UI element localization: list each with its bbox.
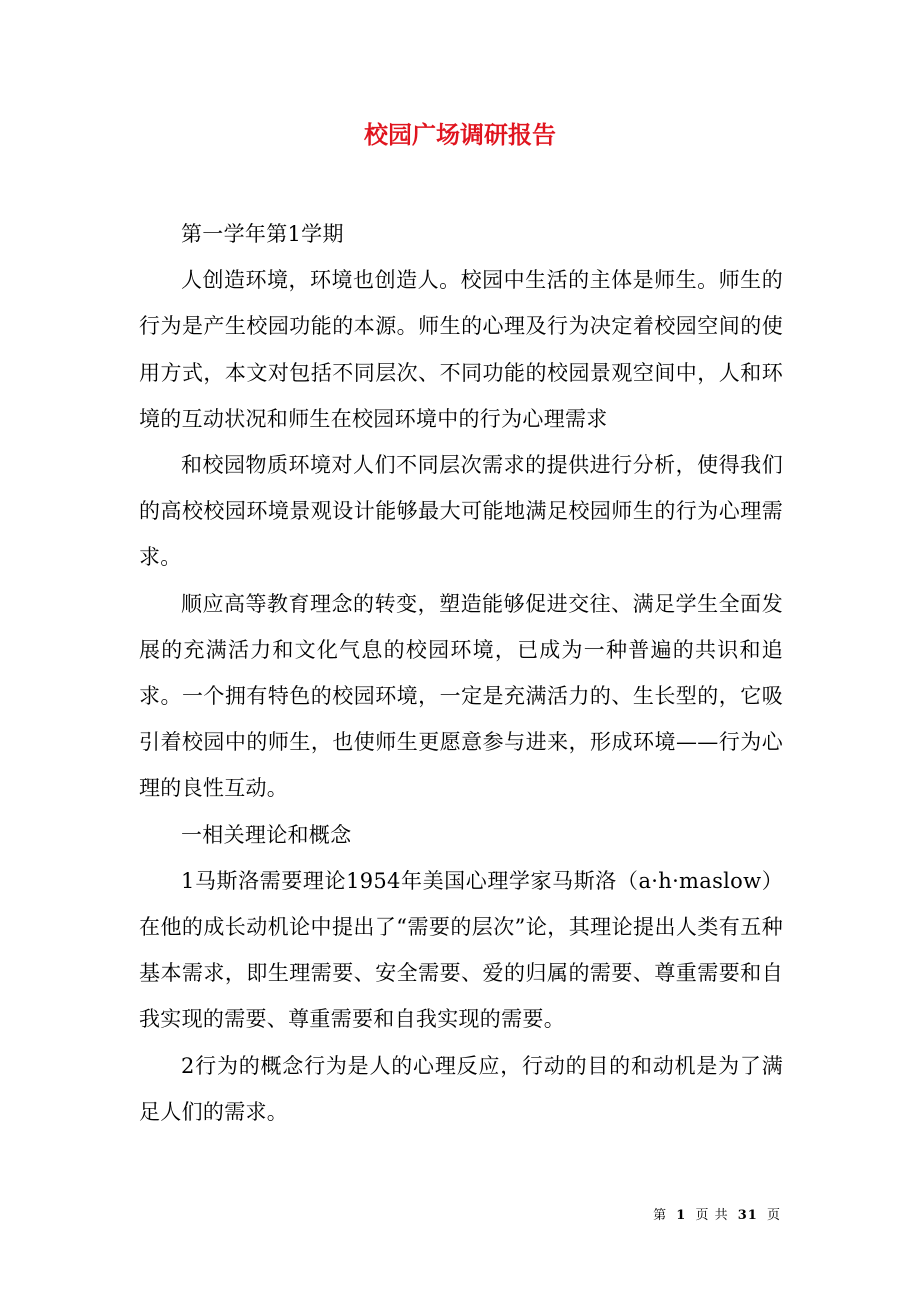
footer-suffix: 页: [766, 1208, 781, 1223]
total-pages-number: 31: [737, 1208, 758, 1223]
page-number-footer: [653, 1206, 781, 1226]
paragraph-analysis: 和校园物质环境对人们不同层次需求的提供进行分析，使得我们的高校校园环境景观设计能够最大可能地满足校园师生的行为心理需求。: [139, 453, 783, 570]
document-body: [139, 211, 783, 1135]
paragraph-semester: 第一学年第1学期: [181, 222, 344, 246]
paragraph-maslow: 1马斯洛需要理论1954年美国心理学家马斯洛（a·h·maslow）在他的成长动机论中提出了“需要的层次”论，其理论提出人类有五种基本需求，即生理需要、安全需要、爱的归属的需要、尊重需要和自我实现的需要、尊重需要和自我实现的需要。: [139, 868, 783, 1032]
document-title: 校园广场调研报告: [364, 120, 556, 149]
footer-prefix: 第: [653, 1208, 668, 1223]
paragraph-behavior: 2行为的概念行为是人的心理反应，行动的目的和动机是为了满足人们的需求。: [139, 1053, 783, 1124]
section-heading-theory: 一相关理论和概念: [181, 822, 352, 847]
current-page-number: 1: [676, 1208, 687, 1223]
footer-middle: 页 共: [695, 1208, 729, 1223]
paragraph-trend: 顺应高等教育理念的转变，塑造能够促进交往、满足学生全面发展的充满活力和文化气息的校园环境，已成为一种普遍的共识和追求。一个拥有特色的校园环境，一定是充满活力的、生长型的，它吸引着校园中的师生，也使师生更愿意参与进来，形成环境——行为心理的良性互动。: [139, 591, 783, 801]
paragraph-intro: 人创造环境，环境也创造人。校园中生活的主体是师生。师生的行为是产生校园功能的本源。师生的心理及行为决定着校园空间的使用方式，本文对包括不同层次、不同功能的校园景观空间中，人和环境的互动状况和师生在校园环境中的行为心理需求: [139, 268, 783, 431]
